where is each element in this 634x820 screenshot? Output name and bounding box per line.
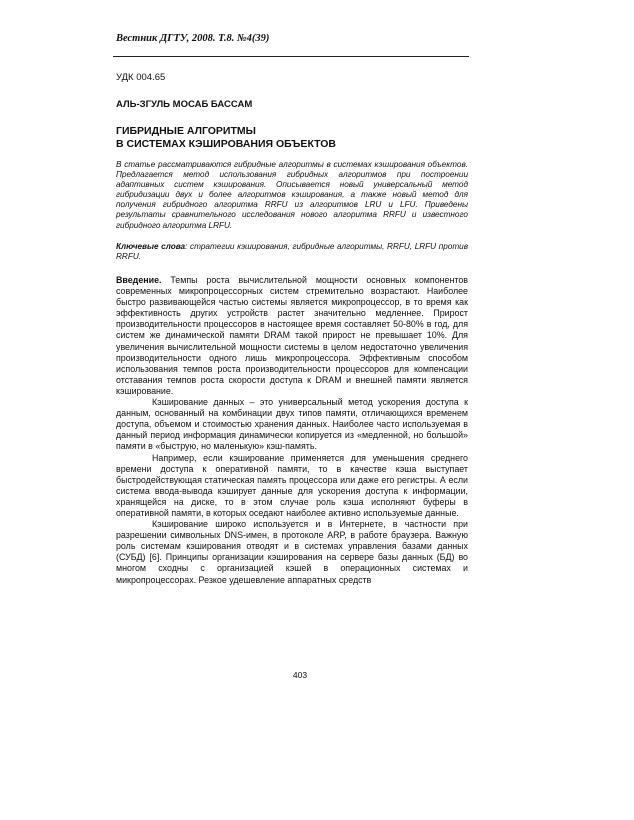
abstract: В статье рассматриваются гибридные алгоритмы в системах кэширования объектов. Предлагается метод использования гибридных алгоритмов при построении адаптивных систем кэширования. Описывается новый универсальный метод гибридизации двух и более алгоритмов кэширования, а также новый метод для получения гибридного алгоритма RRFU из алгоритмов LRU и LFU. Приведены результаты сравнительного исследования нового алгоритма RRFU и известного гибридного алгоритма LRFU.	[116, 160, 468, 230]
paragraph-4: Кэширование широко используется и в Интернете, в частности при разрешении символьных DNS-имен, в протоколе ARP, в работе браузера. Важную роль системам кэширования отводят и в системах управления базами данных (СУБД) [6]. Принципы организации кэширования на сервере базы данных (БД) во многом сходны с организацией кэшей в операционных системах и микропроцессорах. Резкое удешевление аппаратных средств	[116, 519, 468, 585]
paragraph-2: Кэширование данных – это универсальный метод ускорения доступа к данным, основанный на комбинации двух типов памяти, отличающихся временем доступа, объемом и стоимостью хранения данных. Наиболее часто используемая в данный период информация динамически копируется из «медленной, но большой» памяти в «быструю, но маленькую» кэш-память.	[116, 397, 468, 452]
page-number: 403	[292, 670, 308, 680]
author-name: АЛЬ-ЗГУЛЬ МОСАБ БАССАМ	[116, 99, 253, 110]
title-line-1: ГИБРИДНЫЕ АЛГОРИТМЫ	[116, 125, 256, 137]
udc-code: УДК 004.65	[116, 72, 166, 83]
article-title	[116, 125, 468, 150]
title-line-2: В СИСТЕМАХ КЭШИРОВАНИЯ ОБЪЕКТОВ	[116, 137, 337, 150]
paragraph-introduction	[116, 275, 468, 397]
keywords-label: Ключевые слова	[116, 242, 186, 251]
introduction-text: Темпы роста вычислительной мощности основных компонентов современных микропроцессорных систем стремительно возрастают. Наиболее быстро развивающейся частью системы является микропроцессор, в то время как эффективность других устройств растет значительно медленнее. Прирост производительности процессоров в настоящее время составляет 50-80% в год, для систем же динамической памяти DRAM такой прирост не превышает 10%. Для увеличения вычислительной мощности системы в целом недостаточно увеличения производительности одного лишь микропроцессора. Эффективным способом использования темпов роста производительности процессоров для компенсации отставания темпов роста скорости доступа к DRAM и внешней памяти является кэширование.	[116, 275, 468, 396]
introduction-heading: Введение.	[116, 275, 162, 285]
keywords-text: : стратегии кэширования, гибридные алгоритмы, RRFU, LRFU против RRFU.	[116, 242, 468, 262]
paragraph-3: Например, если кэширование применяется для уменьшения среднего времени доступа к оперативной памяти, то в качестве кэша выступает быстродействующая статическая память процессора или даже его регистры. А если система ввода-вывода кэширует данные для ускорения доступа к информации, хранящейся на диске, то в этом случае роль кэша исполняют буферы в оперативной памяти, в которых оседают наиболее активно используемые данные.	[116, 452, 468, 518]
header-divider	[113, 56, 469, 57]
journal-header: Вестник ДГТУ, 2008. Т.8. №4(39)	[116, 33, 270, 44]
body-text	[116, 275, 468, 660]
keywords	[116, 242, 468, 262]
